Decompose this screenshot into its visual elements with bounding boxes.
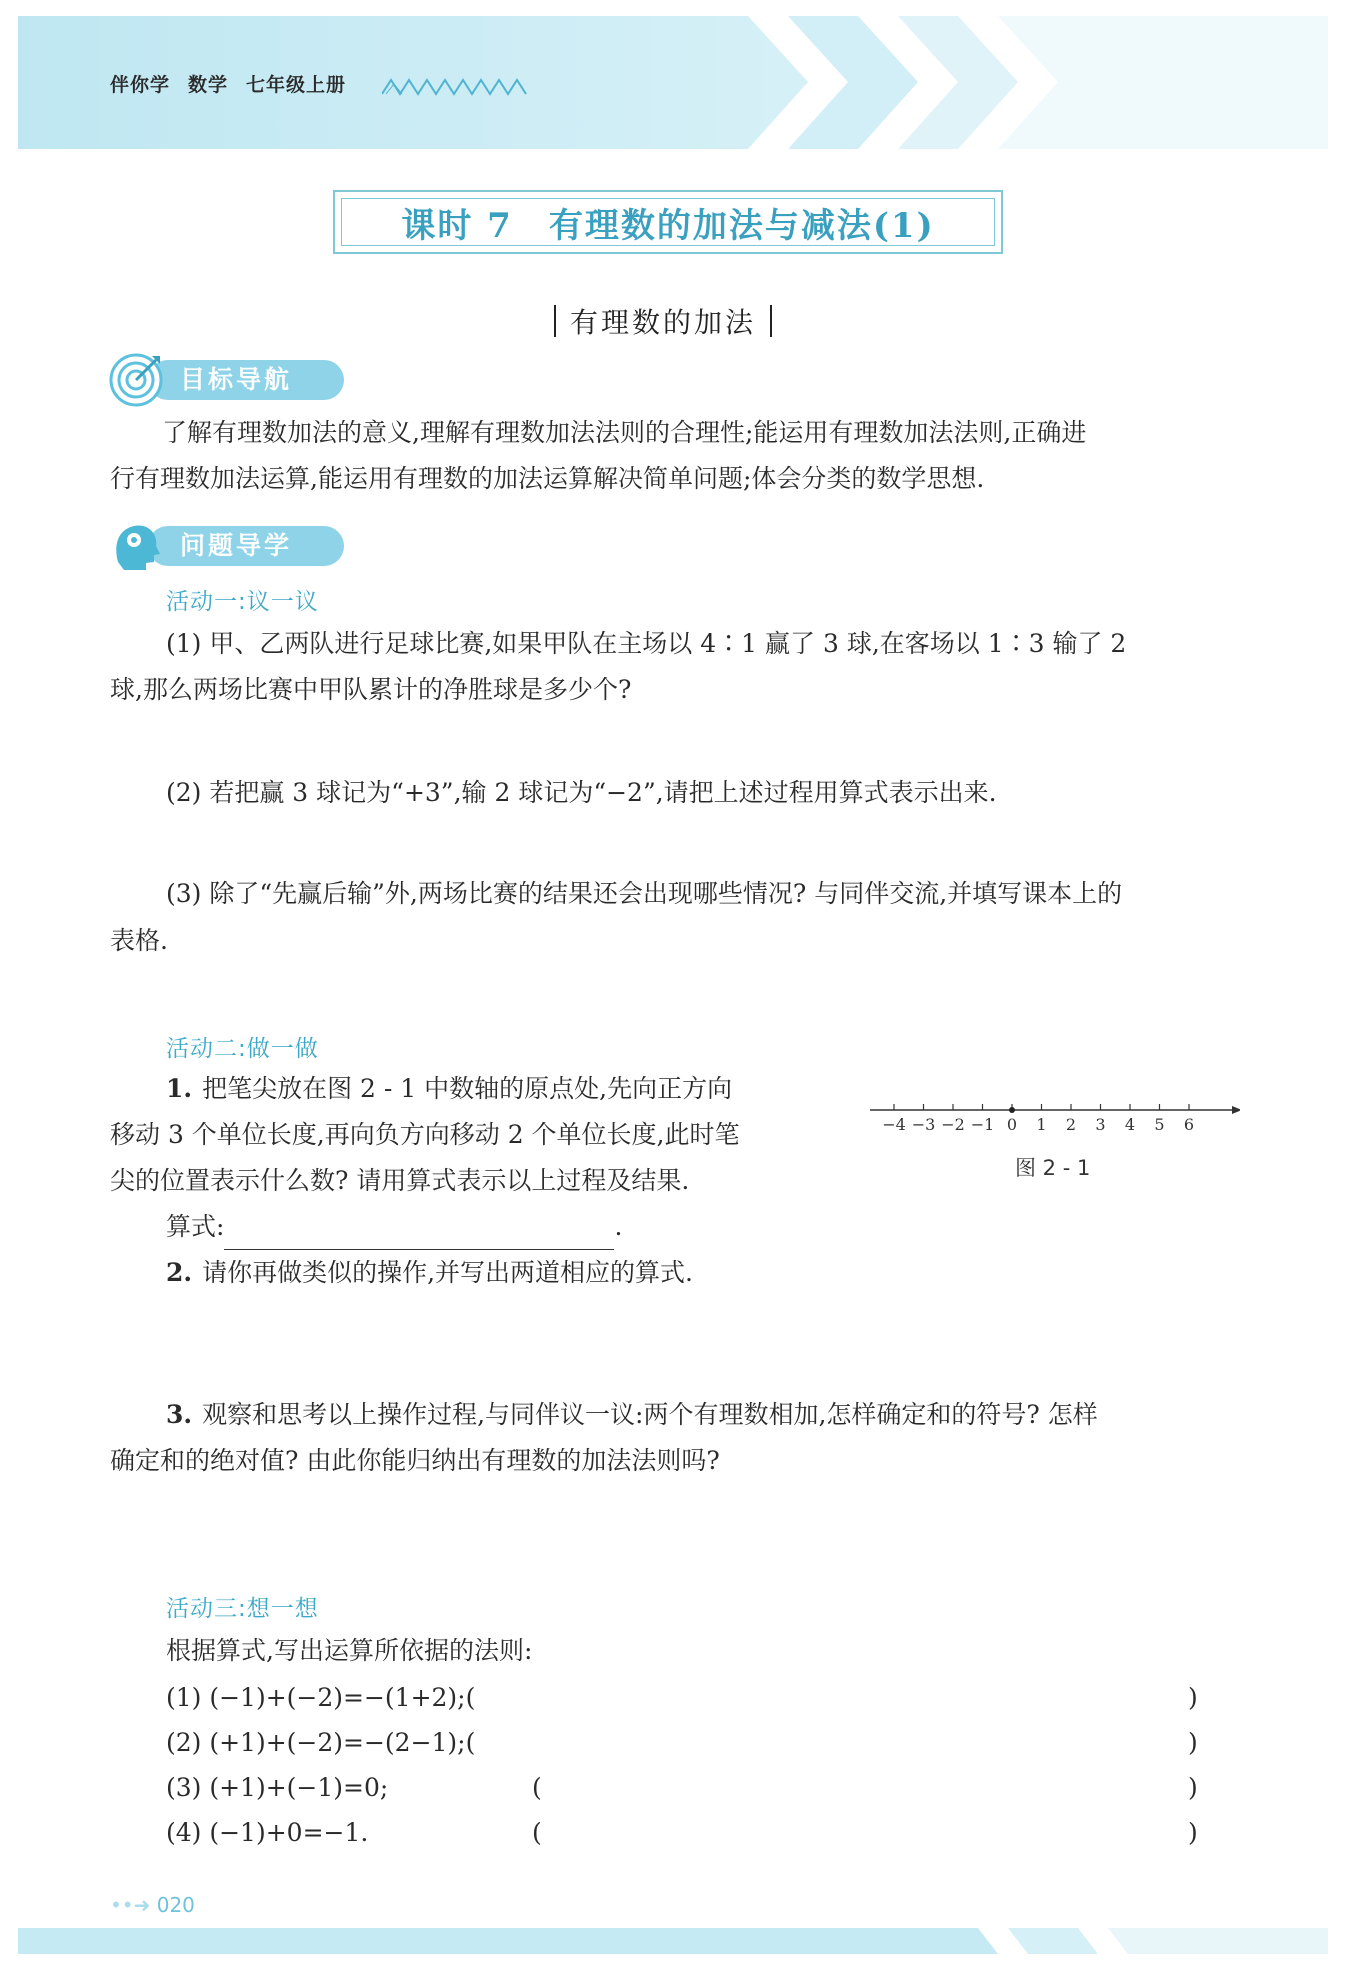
- activity1-q2: (2) 若把赢 3 球记为“+3”,输 2 球记为“−2”,请把上述过程用算式表示出来.: [166, 778, 997, 807]
- number-line-tick-label: 6: [1183, 1115, 1195, 1134]
- section-heading-text: 有理数的加法: [570, 306, 757, 339]
- item1-number: 1.: [166, 1074, 193, 1103]
- activity1-q3-line1: (3) 除了“先赢后输”外,两场比赛的结果还会出现哪些情况? 与同伴交流,并填写课本上的: [166, 879, 1123, 908]
- number-line-tick-label: −3: [911, 1115, 936, 1134]
- rule-open-3: (: [532, 1773, 542, 1802]
- formula-end: .: [614, 1212, 623, 1241]
- target-icon: [108, 352, 164, 408]
- activity2-item1-line1: [166, 1066, 732, 1112]
- rule-row-4: (4) (−1)+0=−1.: [166, 1818, 369, 1847]
- header-series: 伴你学: [110, 74, 171, 96]
- zigzag-decoration: [382, 78, 528, 96]
- goal-line-1: 了解有理数加法的意义,理解有理数加法法则的合理性;能运用有理数加法法则,正确进: [162, 418, 1087, 447]
- rule-open-4: (: [532, 1818, 542, 1847]
- rule-expr-1: (1) (−1)+(−2)=−(1+2);(: [166, 1683, 476, 1712]
- number-line-tick-label: 5: [1154, 1115, 1165, 1134]
- item2-text: 请你再做类似的操作,并写出两道相应的算式.: [202, 1258, 694, 1287]
- goal-text: [110, 410, 1086, 456]
- activity2-item2: [166, 1250, 693, 1296]
- formula-answer-line[interactable]: [224, 1223, 614, 1250]
- lesson-title: 课时 7 有理数的加法与减法(1): [341, 198, 995, 246]
- number-line-tick-label: −4: [882, 1115, 906, 1134]
- header-subject: 数学: [188, 74, 229, 96]
- page-arrow-icon: ••➜: [110, 1893, 157, 1917]
- guide-badge-label: 问题导学: [180, 531, 293, 560]
- number-line-ticks: [882, 1104, 1194, 1134]
- activity3-intro: 根据算式,写出运算所依据的法则:: [166, 1636, 533, 1665]
- rule-row-3: (3) (+1)+(−1)=0;: [166, 1773, 389, 1802]
- goal-text-2: [110, 456, 984, 502]
- rule-row-2: [166, 1725, 475, 1761]
- rule-close-1: ): [1188, 1683, 1198, 1712]
- activity2-title: 活动二:做一做: [166, 1036, 319, 1062]
- header-grade: 七年级上册: [246, 74, 347, 96]
- guide-badge: [108, 518, 348, 572]
- figure-caption: 图 2 - 1: [1015, 1156, 1091, 1180]
- activity1-title: 活动一:议一议: [166, 589, 319, 615]
- activity1-q3-line2: 表格.: [110, 926, 168, 955]
- number-line-tick-label: 1: [1036, 1115, 1047, 1134]
- goal-line-2: 行有理数加法运算,能运用有理数的加法运算解决简单问题;体会分类的数学思想.: [110, 464, 985, 493]
- footer-band: [18, 1928, 1328, 1954]
- section-heading: [540, 300, 786, 342]
- axis-arrow-icon: [1232, 1106, 1240, 1114]
- heading-bar-left: [554, 305, 556, 337]
- activity2-item3-line2: 确定和的绝对值? 由此你能归纳出有理数的加法法则吗?: [110, 1446, 720, 1475]
- activity2-item1-line2: 移动 3 个单位长度,再向负方向移动 2 个单位长度,此时笔: [110, 1120, 740, 1149]
- activity1-q1-line1: (1) 甲、乙两队进行足球比赛,如果甲队在主场以 4∶1 赢了 3 球,在客场以 1∶3 输了 2: [166, 629, 1127, 658]
- activity3-title: 活动三:想一想: [166, 1596, 319, 1622]
- item1-text-1: 把笔尖放在图 2 - 1 中数轴的原点处,先向正方向: [202, 1074, 733, 1103]
- rule-row-1: [166, 1680, 475, 1716]
- header-breadcrumb: [110, 70, 364, 97]
- goal-badge: [108, 352, 348, 406]
- item3-text-1: 观察和思考以上操作过程,与同伴议一议:两个有理数相加,怎样确定和的符号? 怎样: [202, 1400, 1098, 1429]
- origin-dot: [1009, 1107, 1015, 1113]
- rule-close-3: ): [1188, 1773, 1198, 1802]
- activity1-q1-line2: 球,那么两场比赛中甲队累计的净胜球是多少个?: [110, 675, 632, 704]
- item3-number: 3.: [166, 1400, 193, 1429]
- rule-expr-2: (2) (+1)+(−2)=−(2−1);(: [166, 1728, 476, 1757]
- activity2-item3-line1: [166, 1392, 1098, 1438]
- number-line-tick-label: 0: [1006, 1115, 1018, 1134]
- number-line-tick-label: 4: [1124, 1115, 1136, 1134]
- rule-close-4: ): [1188, 1818, 1198, 1847]
- item2-number: 2.: [166, 1258, 193, 1287]
- formula-row: [166, 1204, 622, 1250]
- rule-close-2: ): [1188, 1728, 1198, 1757]
- heading-bar-right: [770, 305, 772, 337]
- thinking-head-icon: [108, 518, 164, 574]
- goal-badge-label: 目标导航: [180, 365, 293, 394]
- number-line-tick-label: −1: [970, 1115, 995, 1134]
- number-line-tick-label: −2: [941, 1115, 965, 1134]
- formula-label: 算式:: [166, 1212, 225, 1241]
- number-line-tick-label: 3: [1095, 1115, 1106, 1134]
- lesson-title-box: [333, 190, 1003, 254]
- page-number: [110, 1893, 195, 1917]
- activity2-item1-line3: 尖的位置表示什么数? 请用算式表示以上过程及结果.: [110, 1166, 690, 1195]
- page-number-text: 020: [156, 1893, 195, 1917]
- number-line-tick-label: 2: [1065, 1115, 1077, 1134]
